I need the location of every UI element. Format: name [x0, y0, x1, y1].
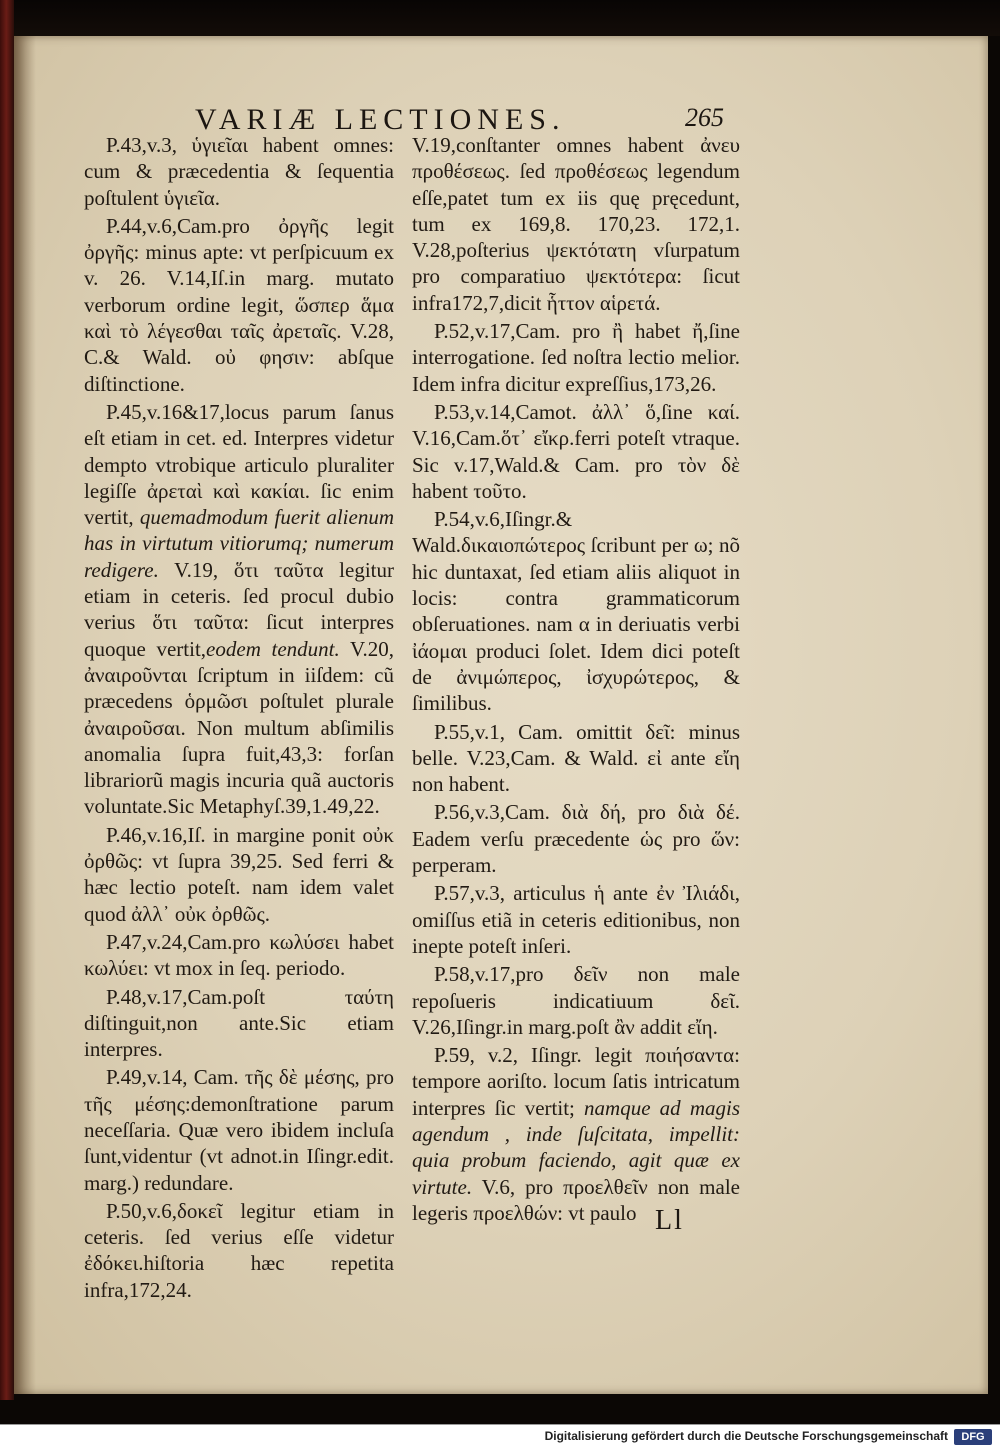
note-text: P.45,v.16&17,locus parum ſanus eſt etiam in cet. ed. Interpres videtur dempto vtrobique articulo pluraliter legiſſe ἀρεταὶ καὶ κακίαι. ſic enim vertit, [84, 399, 394, 530]
note-text: V.6, pro προελθεῖν non male legeris προελθών: vt paulo [412, 1174, 740, 1225]
note-paragraph: P.55,v.1, Cam. omittit δεῖ: minus belle. V.23,Cam. & Wald. εἰ ante εἴη non habent. [412, 719, 740, 797]
footer-bar [0, 1424, 1000, 1448]
book-top-edge [0, 0, 1000, 36]
note-paragraph: P.52,v.17,Cam. pro ἢ habet ἤ,ſine interrogatione. ſed noſtra lectio melior. Idem infra dicitur expreſſius,173,26. [412, 319, 740, 396]
note-paragraph: P.46,v.16,Iſ. in margine ponit οὐκ ὀρθῶς: vt ſupra 39,25. Sed ferri & hæc lectio poteſt. nam idem valet quod ἀλλ᾽ οὐκ ὀρθῶς. [84, 822, 394, 926]
note-text: P.59, v.2, Iſingr. legit ποιήσαντα: tempore aoriſto. locum ſatis intricatum interpres ſic vertit; [412, 1043, 740, 1120]
note-paragraph: P.58,v.17,pro δεῖν non male repoſueris indicatiuum δεῖ. V.26,Iſingr.in marg.poſt ἂν addit εἴη. [412, 962, 740, 1039]
note-paragraph: P.57,v.3, articulus ἡ ante ἐν Ἰλιάδι, omiſſus etiã in ceteris editionibus, non inepte poteſt inſeri. [412, 881, 740, 958]
note-paragraph: V.19,conſtanter omnes habent ἀνευ προθέσεως. ſed προθέσεως legendum eſſe,patet tum ex iis quę pręcedunt, tum ex 169,8. 170,23. 172,1. V.28,poſterius ψεκτότατη vſurpatum pro comparatiuo ψεκτότερα: ſicut infra172,7,dicit ἧττον αἱρετά. [412, 133, 740, 315]
note-paragraph: P.56,v.3,Cam. διὰ δή, pro διὰ δέ. Eadem verſu præcedente ὡς pro ὥν: perperam. [412, 800, 740, 878]
running-head: VARIÆ LECTIONES. [195, 103, 566, 136]
page-number: 265 [685, 103, 724, 132]
signature-mark: Ll [655, 1205, 684, 1236]
note-paragraph: P.43,v.3, ὑγιεῖαι habent omnes: cum & præcedentia & ſequentia poſtulent ὑγιεῖα. [84, 133, 394, 210]
note-paragraph: P.48,v.17,Cam.poſt ταύτη diſtinguit,non ante.Sic etiam interpres. [84, 984, 394, 1062]
left-column [84, 132, 394, 1305]
note-paragraph [84, 399, 394, 820]
funding-credit: Digitalisierung gefördert durch die Deutsche Forschungsgemeinschaft [544, 1429, 948, 1443]
note-text: V.20, ἀναιροῦνται ſcriptum in iiſdem: cũ præcedens ὁρμῶσι poſtulet plurale ἀναιροῦσαι. Non multum abſimilis anomalia ſupra fuit,43,3: forſan librariorũ magis incuria quã auctoris voluntate.Sic Metaphyſ.39,1.49,22. [84, 636, 394, 819]
right-column [412, 132, 740, 1228]
note-paragraph: P.50,v.6,δοκεῖ legitur etiam in ceteris. ſed verius eſſe videtur ἐδόκει.hiſtoria hæc repetita infra,172,24. [84, 1198, 394, 1302]
translation-quote: namque ad magis agendum , inde ſuſcitata, impellit: quia probum faciendo, agit quæ ex virtute. [412, 1095, 740, 1199]
dfg-logo: DFG [954, 1429, 992, 1445]
note-paragraph: P.54,v.6,Iſingr.& Wald.δικαιοπώτερος ſcribunt per ω; nõ hic duntaxat, ſed etiam aliis aliquot in locis: contra grammaticorum obſeruationes. nam α in deriuatis verbi ἰάομαι produci ſolet. Idem dici poteſt de ἀνιμώπερος, ἰσχυρώτερος, & ſimilibus. [412, 507, 740, 716]
note-paragraph [412, 1042, 740, 1226]
note-text: V.19, ὅτι ταῦτα legitur etiam in ceteris. ſed procul dubio verius ὅτι ταῦτα: ſicut interpres quoque vertit, [84, 557, 394, 661]
note-paragraph: P.44,v.6,Cam.pro ὀργῆς legit ὀργῆς: minus apte: vt perſpicuum ex v. 26. V.14,Iſ.in marg. mutato verborum ordine legit, ὥσπερ ἅμα καὶ τὸ λέγεσθαι ταῖς ἀρεταῖς. V.28, C.& Wald. οὐ φησιν: abſque diſtinctione. [84, 213, 394, 396]
translation-quote: quemadmodum fuerit alienum has in virtutum vitiorumq; numerum redigere. [84, 505, 394, 582]
note-paragraph: P.53,v.14,Camot. ἀλλ᾽ ὅ,ſine καί. V.16,Cam.ὅτ᾽ εἴκρ.ferri poteſt vtraque. Sic v.17,Wald.& Cam. pro τὸν δὲ habent τοῦτο. [412, 399, 740, 503]
gutter-shadow [14, 36, 36, 1394]
translation-quote: eodem tendunt. [206, 636, 340, 661]
note-paragraph: P.47,v.24,Cam.pro κωλύσει habet κωλύει: vt mox in ſeq. periodo. [84, 929, 394, 981]
note-paragraph: P.49,v.14, Cam. τῆς δὲ μέσης, pro τῆς μέσης:demonſtratione parum neceſſaria. Quæ vero ibidem incluſa ſunt,videntur (vt adnot.in Iſingr.edit. marg.) redundare. [84, 1065, 394, 1195]
binding-edge [0, 0, 14, 1400]
